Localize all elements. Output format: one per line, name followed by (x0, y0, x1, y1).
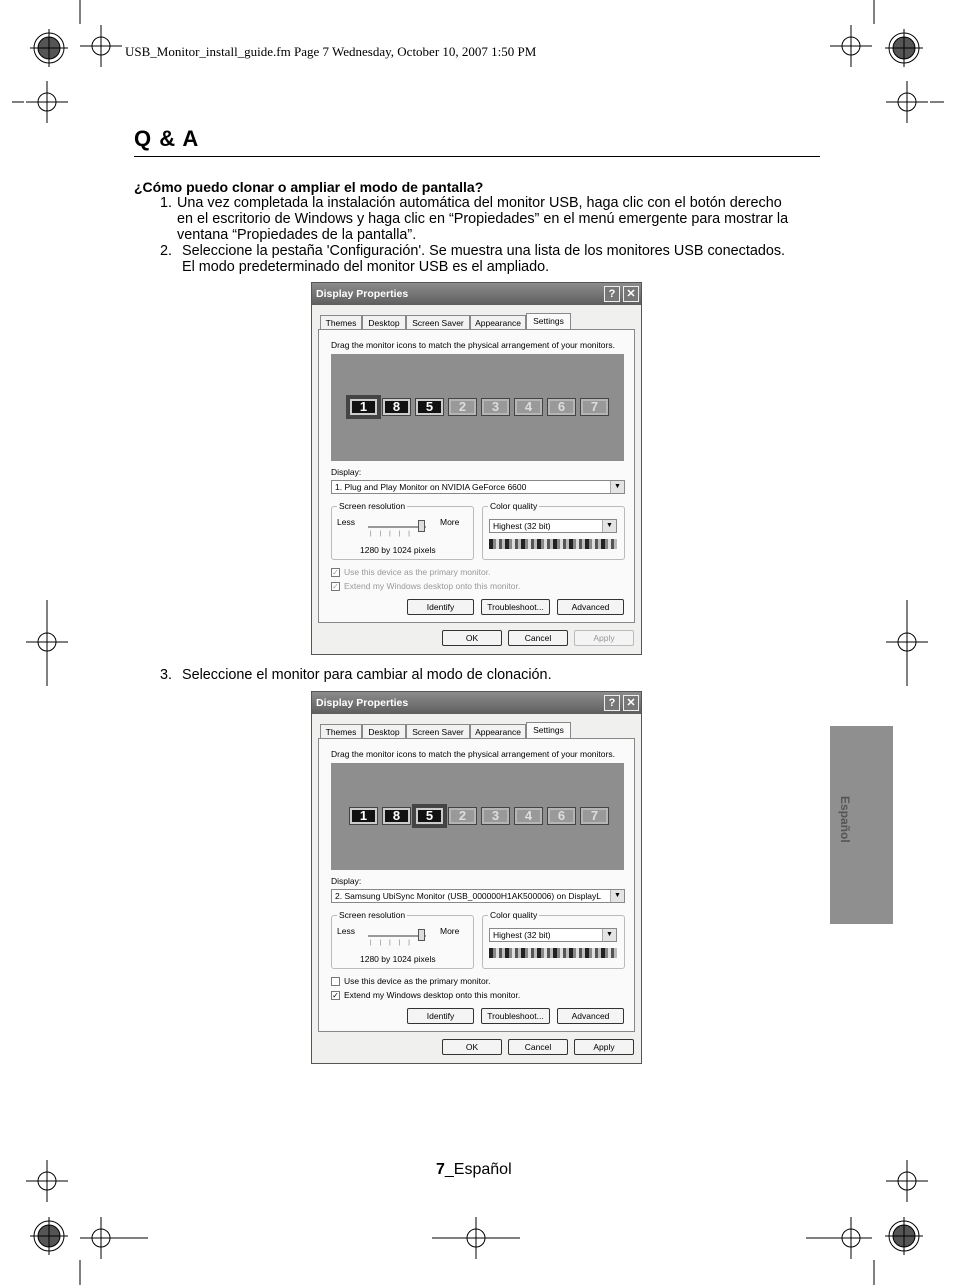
page-footer (436, 1161, 512, 1179)
color-quality-group (482, 501, 625, 560)
display-select[interactable] (331, 480, 625, 494)
dialog-title-bar (312, 692, 641, 714)
monitor-number: 1 (352, 401, 375, 413)
section-title: Q & A (134, 126, 200, 151)
screen-resolution-label: Screen resolution (339, 501, 406, 511)
side-tab-label: Español (838, 796, 852, 843)
less-label: Less (337, 926, 355, 936)
monitor-number: 5 (418, 810, 441, 822)
monitor-icon-5[interactable] (415, 807, 444, 825)
step-1-line-2: en el escritorio de Windows y haga clic en “Propiedades” en el menú emergente para mostrar la (177, 211, 789, 227)
monitor-icon-2[interactable] (448, 807, 477, 825)
cancel-button[interactable]: Cancel (508, 1039, 568, 1055)
monitor-number: 8 (385, 810, 408, 822)
screen-resolution-group (331, 501, 474, 560)
display-label: Display: (331, 876, 362, 886)
monitor-arrangement-area[interactable] (331, 763, 624, 870)
monitor-icon-1[interactable] (349, 807, 378, 825)
monitor-number: 1 (352, 810, 375, 822)
monitor-number: 6 (550, 810, 573, 822)
less-label: Less (337, 517, 355, 527)
monitor-icon-7[interactable] (580, 398, 609, 416)
step-2-line-2: El modo predeterminado del monitor USB es el ampliado. (182, 259, 550, 275)
monitor-icon-8[interactable] (382, 398, 411, 416)
ok-button[interactable]: OK (442, 630, 502, 646)
monitor-number: 2 (451, 810, 474, 822)
tab-screen-saver[interactable]: Screen Saver (406, 315, 470, 329)
slider-ticks: ||||| (370, 940, 418, 946)
extend-desktop-checkbox[interactable]: ✓ (332, 582, 339, 591)
monitor-icon-6[interactable] (547, 398, 576, 416)
title-rule (134, 156, 820, 157)
primary-monitor-checkbox-label: Use this device as the primary monitor. (344, 976, 491, 986)
monitor-icon-3[interactable] (481, 398, 510, 416)
screen-resolution-group (331, 910, 474, 969)
monitor-icon-4[interactable] (514, 398, 543, 416)
tab-settings[interactable]: Settings (526, 722, 571, 739)
more-label: More (440, 926, 460, 936)
tab-appearance[interactable]: Appearance (470, 315, 526, 329)
color-quality-label: Color quality (490, 501, 538, 511)
step-2-number: 2. (160, 243, 173, 259)
apply-button[interactable]: Apply (574, 630, 634, 646)
page-number: 7 (436, 1161, 445, 1178)
ok-button[interactable]: OK (442, 1039, 502, 1055)
tab-desktop[interactable]: Desktop (362, 315, 406, 329)
display-properties-dialog-1 (311, 282, 642, 655)
monitor-number: 3 (484, 810, 507, 822)
extend-desktop-checkbox-label: Extend my Windows desktop onto this monitor. (344, 581, 521, 591)
troubleshoot-button[interactable]: Troubleshoot... (481, 599, 550, 615)
monitor-number: 4 (517, 401, 540, 413)
cancel-button[interactable]: Cancel (508, 630, 568, 646)
slider-ticks: ||||| (370, 531, 418, 537)
extend-desktop-checkbox[interactable]: ✓ (332, 991, 339, 1000)
tab-desktop[interactable]: Desktop (362, 724, 406, 738)
display-properties-dialog-2 (311, 691, 642, 1064)
help-button[interactable]: ? (604, 286, 620, 302)
more-label: More (440, 517, 460, 527)
color-quality-select[interactable] (489, 519, 617, 533)
monitor-icon-1[interactable] (349, 398, 378, 416)
monitor-number: 6 (550, 401, 573, 413)
primary-monitor-checkbox[interactable]: ✓ (332, 568, 339, 577)
step-1-number: 1. (160, 195, 173, 211)
dialog-title: Display Properties (316, 288, 409, 300)
color-quality-select[interactable] (489, 928, 617, 942)
resolution-value: 1280 by 1024 pixels (360, 545, 436, 555)
display-label: Display: (331, 467, 362, 477)
chevron-down-icon[interactable]: ▼ (610, 481, 624, 493)
chevron-down-icon[interactable]: ▼ (602, 520, 616, 532)
monitor-icon-2[interactable] (448, 398, 477, 416)
language-side-tab (830, 726, 893, 924)
monitor-number: 5 (418, 401, 441, 413)
color-sample-bar (489, 948, 617, 958)
color-quality-group (482, 910, 625, 969)
dialog-title: Display Properties (316, 697, 409, 709)
resolution-slider-thumb[interactable] (418, 520, 425, 532)
step-2-line-1: Seleccione la pestaña 'Configuración'. Se muestra una lista de los monitores USB conectados. (182, 243, 786, 259)
display-select[interactable] (331, 889, 625, 903)
monitor-icon-3[interactable] (481, 807, 510, 825)
monitor-icon-5[interactable] (415, 398, 444, 416)
resolution-value: 1280 by 1024 pixels (360, 954, 436, 964)
resolution-slider-thumb[interactable] (418, 929, 425, 941)
primary-monitor-checkbox-label: Use this device as the primary monitor. (344, 567, 491, 577)
help-button[interactable]: ? (604, 695, 620, 711)
close-button[interactable]: ✕ (623, 286, 639, 302)
monitor-number: 8 (385, 401, 408, 413)
dialog-title-bar (312, 283, 641, 305)
monitor-number: 4 (517, 810, 540, 822)
question-heading: ¿Cómo puedo clonar o ampliar el modo de pantalla? (134, 179, 484, 195)
primary-monitor-checkbox[interactable] (331, 977, 340, 986)
color-quality-value: Highest (32 bit) (493, 521, 551, 531)
troubleshoot-button[interactable]: Troubleshoot... (481, 1008, 550, 1024)
arrangement-instruction: Drag the monitor icons to match the physical arrangement of your monitors. (331, 340, 615, 350)
monitor-number: 7 (583, 810, 606, 822)
apply-button[interactable]: Apply (574, 1039, 634, 1055)
tab-themes[interactable]: Themes (320, 724, 362, 738)
step-1-line-1: Una vez completada la instalación automática del monitor USB, haga clic con el botón derecho (177, 195, 782, 211)
settings-panel (318, 329, 635, 623)
chevron-down-icon[interactable]: ▼ (610, 890, 624, 902)
color-sample-bar (489, 539, 617, 549)
advanced-button[interactable]: Advanced (557, 1008, 624, 1024)
step-3-line-1: Seleccione el monitor para cambiar al modo de clonación. (182, 667, 552, 683)
monitor-number: 3 (484, 401, 507, 413)
monitor-number: 2 (451, 401, 474, 413)
monitor-icon-4[interactable] (514, 807, 543, 825)
screen-resolution-label: Screen resolution (339, 910, 406, 920)
chevron-down-icon[interactable]: ▼ (602, 929, 616, 941)
extend-desktop-checkbox-label: Extend my Windows desktop onto this monitor. (344, 990, 521, 1000)
advanced-button[interactable]: Advanced (557, 599, 624, 615)
tab-appearance[interactable]: Appearance (470, 724, 526, 738)
step-3-number: 3. (160, 667, 173, 683)
arrangement-instruction: Drag the monitor icons to match the physical arrangement of your monitors. (331, 749, 615, 759)
footer-language: _Español (444, 1161, 512, 1178)
close-button[interactable]: ✕ (623, 695, 639, 711)
tab-screen-saver[interactable]: Screen Saver (406, 724, 470, 738)
step-1-line-3: ventana “Propiedades de la pantalla”. (177, 227, 417, 243)
monitor-icon-7[interactable] (580, 807, 609, 825)
monitor-icon-6[interactable] (547, 807, 576, 825)
color-quality-label: Color quality (490, 910, 538, 920)
display-select-value: 2. Samsung UbiSync Monitor (USB_000000H1AK500006) on DisplayL (335, 891, 602, 901)
monitor-number: 7 (583, 401, 606, 413)
monitor-arrangement-area[interactable] (331, 354, 624, 461)
settings-panel (318, 738, 635, 1032)
display-select-value: 1. Plug and Play Monitor on NVIDIA GeForce 6600 (335, 482, 527, 492)
identify-button[interactable]: Identify (407, 599, 474, 615)
tab-settings[interactable]: Settings (526, 313, 571, 330)
tab-themes[interactable]: Themes (320, 315, 362, 329)
file-info-header: USB_Monitor_install_guide.fm Page 7 Wednesday, October 10, 2007 1:50 PM (125, 44, 537, 59)
color-quality-value: Highest (32 bit) (493, 930, 551, 940)
identify-button[interactable]: Identify (407, 1008, 474, 1024)
monitor-icon-8[interactable] (382, 807, 411, 825)
